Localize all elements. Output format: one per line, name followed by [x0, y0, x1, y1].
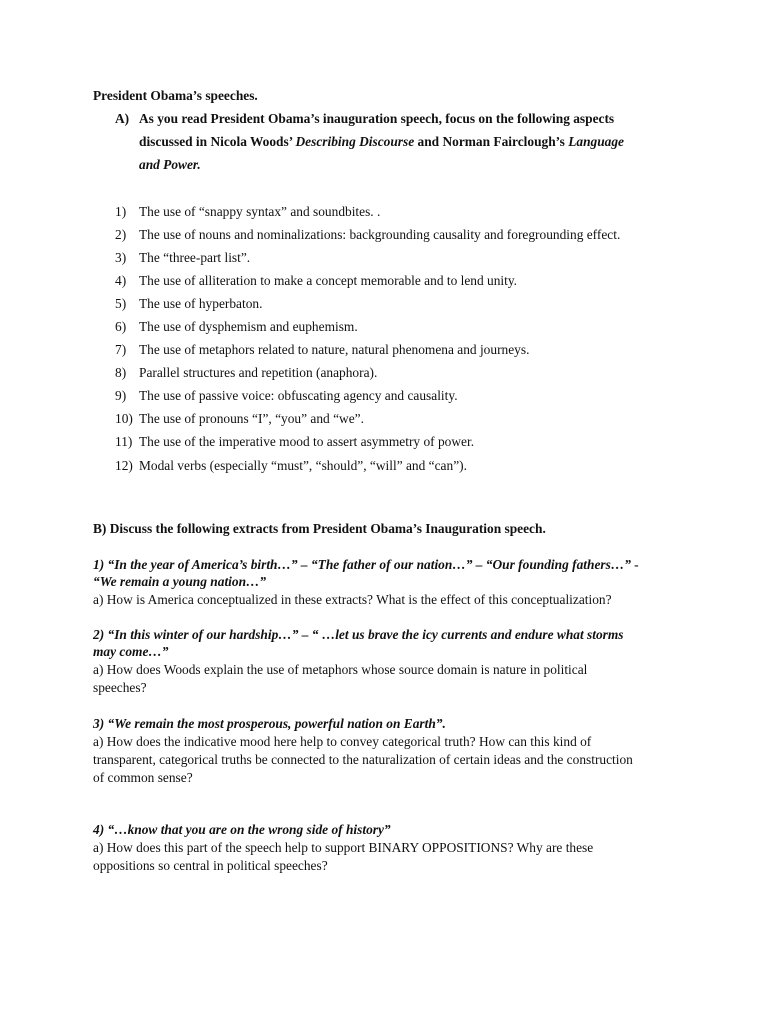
list-item: Modal verbs (especially “must”, “should”, “will” and “can”).: [139, 458, 467, 473]
instruction-text: discussed in Nicola Woods’: [139, 134, 296, 149]
list-item-number: 4): [115, 273, 127, 288]
q1-quote-line1: 1) “In the year of America’s birth…” – “The father of our nation…” – “Our founding fathers…” -: [93, 557, 639, 572]
q4-question-line2: oppositions so central in political speeches?: [93, 858, 328, 873]
list-item-number: 12): [115, 458, 133, 473]
list-item-number: 3): [115, 250, 127, 265]
list-item: The use of “snappy syntax” and soundbites. .: [139, 204, 381, 219]
list-item-number: 7): [115, 342, 127, 357]
list-item: The use of hyperbaton.: [139, 296, 263, 311]
section-b-heading: B) Discuss the following extracts from President Obama’s Inauguration speech.: [93, 521, 546, 536]
q2-question-line2: speeches?: [93, 680, 147, 695]
q3-quote: 3) “We remain the most prosperous, powerful nation on Earth”.: [93, 716, 446, 731]
book-title-language-and-power: Language: [568, 134, 625, 149]
list-item-number: 1): [115, 204, 127, 219]
list-item: The “three-part list”.: [139, 250, 251, 265]
list-item-number: 9): [115, 388, 127, 403]
list-item-number: 5): [115, 296, 127, 311]
list-item-number: 6): [115, 319, 127, 334]
list-item: The use of nouns and nominalizations: backgrounding causality and foregrounding effect.: [139, 227, 621, 242]
list-item-number: 8): [115, 365, 127, 380]
list-item: The use of passive voice: obfuscating agency and causality.: [139, 388, 458, 403]
instruction-text: and Norman Fairclough’s: [414, 134, 569, 149]
list-item: The use of alliteration to make a concept memorable and to lend unity.: [139, 273, 518, 288]
list-item: The use of the imperative mood to assert asymmetry of power.: [139, 434, 475, 449]
list-item: Parallel structures and repetition (anaphora).: [139, 365, 378, 380]
list-item: The use of metaphors related to nature, natural phenomena and journeys.: [139, 342, 530, 357]
section-a-label: A): [115, 111, 130, 126]
section-a-instruction-line2: [139, 133, 624, 151]
q3-question-line3: of common sense?: [93, 770, 193, 785]
q3-question-line1: a) How does the indicative mood here help to convey categorical truth? How can this kind of: [93, 734, 592, 749]
list-item-number: 11): [115, 434, 133, 449]
section-a-instruction-line3: and Power.: [139, 157, 201, 172]
q1-question: a) How is America conceptualized in these extracts? What is the effect of this conceptualization?: [93, 592, 612, 607]
q2-question-line1: a) How does Woods explain the use of metaphors whose source domain is nature in political: [93, 662, 588, 677]
q4-question-line1: a) How does this part of the speech help to support BINARY OPPOSITIONS? Why are these: [93, 840, 594, 855]
section-a-heading: President Obama’s speeches.: [93, 88, 258, 103]
q2-quote-line2: may come…”: [93, 644, 169, 659]
book-title-describing-discourse: Describing Discourse: [295, 134, 415, 149]
list-item-number: 2): [115, 227, 127, 242]
q4-quote: 4) “…know that you are on the wrong side of history”: [93, 822, 391, 837]
list-item: The use of dysphemism and euphemism.: [139, 319, 358, 334]
q2-quote-line1: 2) “In this winter of our hardship…” – “ …let us brave the icy currents and endure what storms: [93, 627, 624, 642]
list-item: The use of pronouns “I”, “you” and “we”.: [139, 411, 364, 426]
q1-quote-line2: “We remain a young nation…”: [93, 574, 267, 589]
section-a-instruction-line1: As you read President Obama’s inauguration speech, focus on the following aspects: [139, 111, 615, 126]
q3-question-line2: transparent, categorical truths be connected to the naturalization of certain ideas and the construction: [93, 752, 633, 767]
list-item-number: 10): [115, 411, 133, 426]
